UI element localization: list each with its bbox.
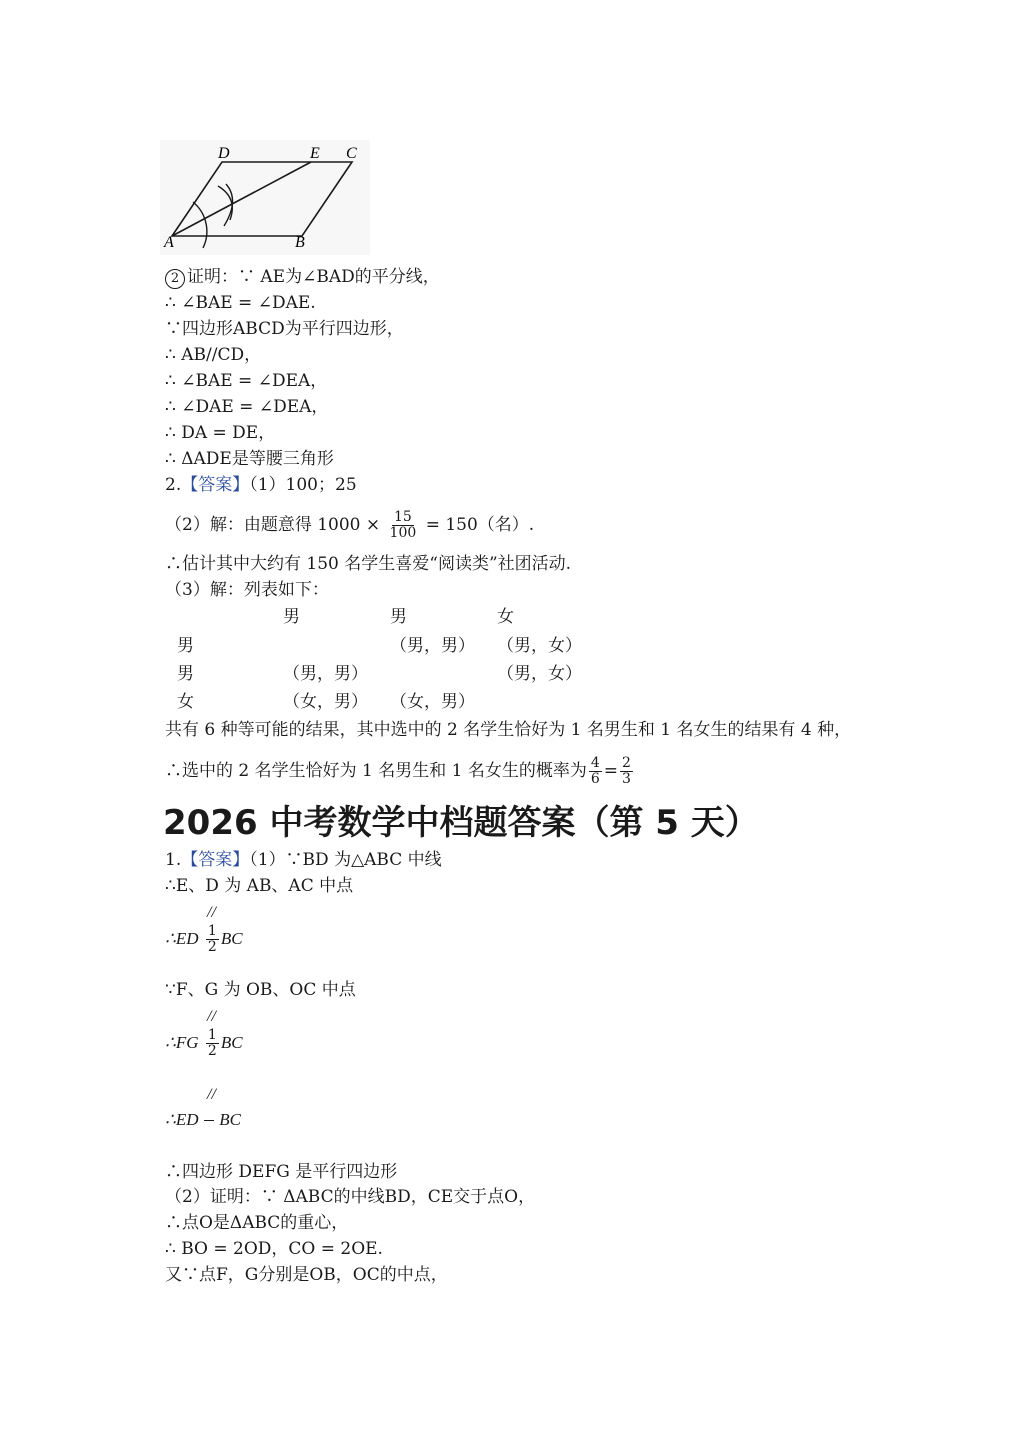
q1-l3-prefix: ∴ED [165,929,199,948]
prob-fraction-2 [620,756,633,787]
proof-line-5: ∴ ∠BAE = ∠DEA， [165,371,328,391]
q1-l3-suffix: BC [220,929,243,948]
q2-answer-tag: 【答案】 [181,475,250,495]
proof-line-1 [165,266,440,289]
q2-number: 2. [165,475,182,495]
label-D: D [218,145,230,162]
proof-line-4: ∴ AB//CD， [165,345,262,365]
fraction-denominator: 3 [622,771,631,787]
q1-line-4: ∵F、G 为 OB、OC 中点 [165,980,356,1000]
label-A: A [164,234,174,251]
table-row-label-1: 男 [177,636,194,656]
table-cell-2-3: （男，女） [497,664,582,684]
q2-sol2-fraction [388,510,419,541]
label-C: C [346,145,357,162]
proof-line-7: ∴ DA = DE， [165,423,276,443]
fraction-denominator: 100 [389,525,417,541]
fraction-numerator: 2 [622,755,631,771]
q1-line-3 [165,922,243,956]
proof-line-6: ∴ ∠DAE = ∠DEA， [165,397,329,417]
fraction-denominator: 2 [207,1043,217,1059]
q2-solution-2 [165,508,534,542]
table-cell-1-3: （男，女） [497,636,582,656]
table-cell-3-1: （女，男） [283,692,368,712]
q2-result: 共有 6 种等可能的结果，其中选中的 2 名学生恰好为 1 名男生和 1 名女生的结果有 4 种， [165,720,852,740]
q1-l6-suffix: BC [219,1110,242,1129]
q2-solution-3: （3）解：列表如下： [165,580,329,600]
q1-line-8: （2）证明：∵ ΔABC的中线BD，CE交于点O， [165,1187,536,1207]
proof-text-1: 证明：∵ AE为∠BAD的平分线， [187,267,440,287]
fraction-numerator: 1 [207,923,217,939]
q1-answer-line [165,849,442,871]
fraction-numerator: 15 [394,509,412,525]
fraction-denominator: 2 [207,939,217,955]
q1-line-5 [165,1026,243,1060]
equals-sign: = [603,761,619,781]
fraction-denominator: 6 [590,771,600,787]
equal-bar [204,1120,214,1121]
q1-number: 1. [165,850,182,870]
circled-number: 2 [165,269,185,289]
label-B: B [295,234,305,251]
prob-fraction-1 [589,756,602,787]
section-title: 2026 中考数学中档题答案（第 5 天） [163,803,759,843]
q1-l5-prefix: ∴FG [165,1033,199,1052]
q2-sol2-suffix: = 150（名）. [425,515,535,535]
q1-line-10: ∴ BO = 2OD，CO = 2OE. [165,1239,383,1259]
table-cell-2-1: （男，男） [283,664,368,684]
q1-answer-tag: 【答案】 [181,850,250,870]
parallelogram-figure [160,140,370,255]
proof-line-8: ∴ ΔADE是等腰三角形 [165,449,334,469]
q1-line-9: ∴点O是ΔABC的重心， [165,1213,349,1233]
table-header-3: 女 [497,607,514,627]
half-fraction-1 [206,924,219,955]
proof-line-2: ∴ ∠BAE = ∠DAE. [165,293,316,313]
table-header-2: 男 [390,607,407,627]
q2-probability [165,754,635,788]
fraction-numerator: 4 [590,755,600,771]
parallel-mark-3: // [207,1086,216,1103]
table-row-label-2: 男 [177,664,194,684]
q1-line-6 [165,1109,241,1131]
fraction-numerator: 1 [207,1027,217,1043]
q1-line-7: ∴四边形 DEFG 是平行四边形 [165,1162,398,1182]
half-fraction-2 [206,1028,219,1059]
q1-line-2: ∴E、D 为 AB、AC 中点 [165,876,354,896]
table-cell-3-2: （女，男） [390,692,475,712]
table-cell-1-2: （男，男） [390,636,475,656]
q1-line-11: 又∵点F，G分别是OB，OC的中点， [165,1265,448,1285]
q2-answer-line [165,474,357,496]
q2-sol2-prefix: （2）解：由题意得 1000 × [165,515,381,535]
parallel-mark-1: // [207,904,216,921]
q1-l6-prefix: ∴ED [165,1110,199,1129]
q2-estimate: ∴估计其中大约有 150 名学生喜爱“阅读类”社团活动. [165,554,572,574]
q2-answer-1: （1）100；25 [249,475,357,495]
proof-line-3: ∵四边形ABCD为平行四边形， [165,319,404,339]
q1-l5-suffix: BC [220,1033,243,1052]
table-row-label-3: 女 [177,692,194,712]
parallel-mark-2: // [207,1008,216,1025]
q2-prob-prefix: ∴选中的 2 名学生恰好为 1 名男生和 1 名女生的概率为 [165,761,587,781]
q1-line-1: （1）∵BD 为△ABC 中线 [249,850,442,870]
table-header-1: 男 [283,607,300,627]
label-E: E [310,145,320,162]
